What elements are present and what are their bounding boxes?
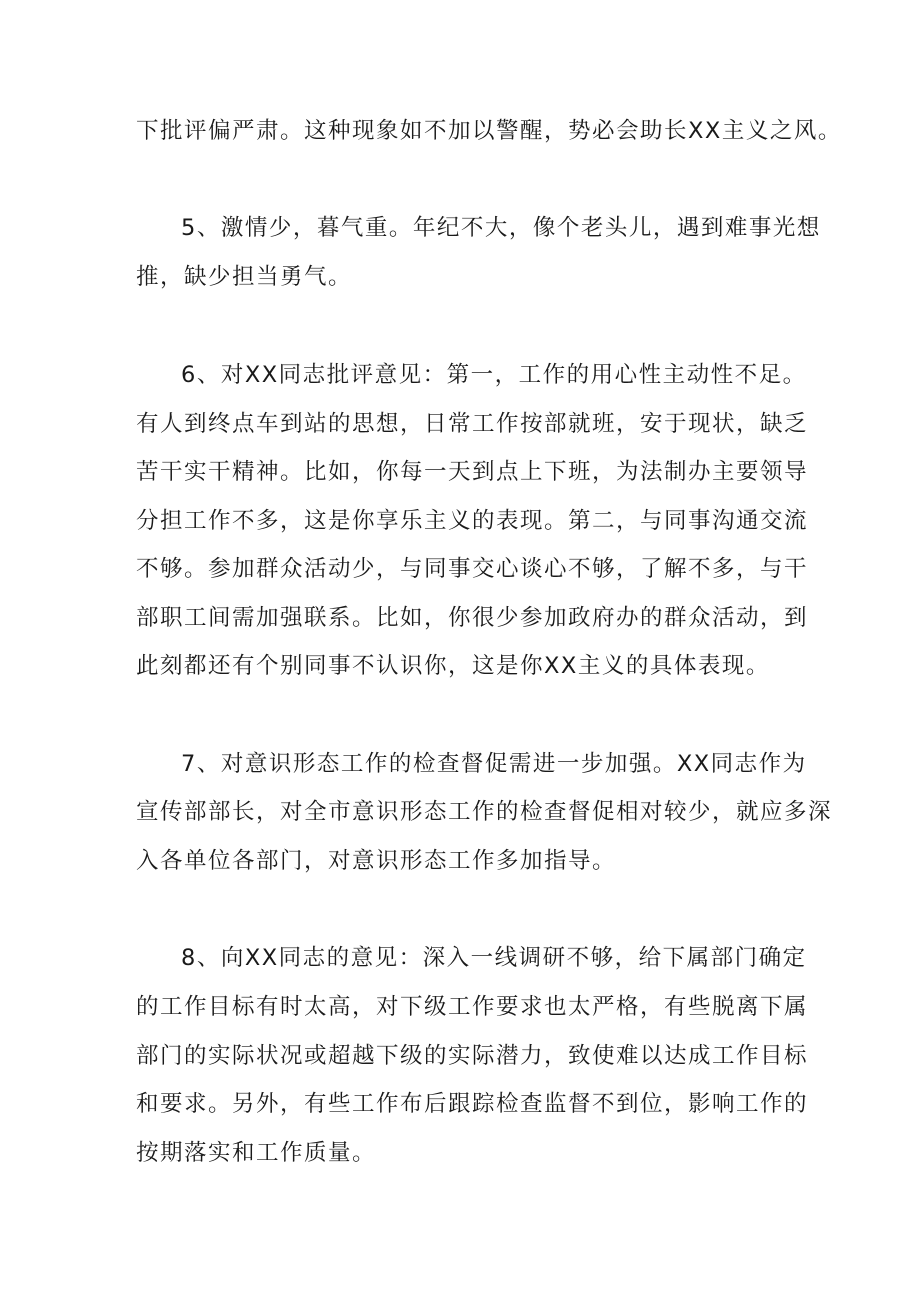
item-7-line-3: 入各单位各部门，对意识形态工作多加指导。 [136, 848, 617, 874]
item-6-line-5: 不够。参加群众活动少，与同事交心谈心不够，了解不多，与干 [136, 556, 809, 582]
item-6-line-3: 苦干实干精神。比如，你每一天到点上下班，为法制办主要领导 [136, 459, 809, 485]
item-6-line-7: 此刻都还有个别同事不认识你，这是你XX主义的具体表现。 [136, 653, 770, 679]
item-8-line-5: 按期落实和工作质量。 [136, 1140, 377, 1166]
item-6-line-4: 分担工作不多，这是你享乐主义的表现。第二，与同事沟通交流 [136, 508, 809, 534]
item-8-line-2: 的工作目标有时太高，对下级工作要求也太严格，有些脱离下属 [136, 994, 809, 1020]
paragraph-4-line-last: 下批评偏严肃。这种现象如不加以警醒，势必会助长XX主义之风。 [136, 118, 842, 144]
item-8-line-4: 和要求。另外，有些工作布后跟踪检查监督不到位，影响工作的 [136, 1091, 809, 1117]
item-6-line-2: 有人到终点车到站的思想，日常工作按部就班，安于现状，缺乏 [136, 411, 809, 437]
item-7-line-2: 宣传部部长，对全市意识形态工作的检查督促相对较少，就应多深 [136, 799, 833, 825]
item-7-line-1: 7、对意识形态工作的检查督促需进一步加强。XX同志作为 [181, 751, 807, 777]
item-8-line-1: 8、向XX同志的意见：深入一线调研不够，给下属部门确定 [181, 945, 807, 971]
item-5-line-2: 推，缺少担当勇气。 [136, 264, 353, 290]
item-6-line-1: 6、对XX同志批评意见：第一，工作的用心性主动性不足。 [181, 362, 807, 388]
item-6-line-6: 部职工间需加强联系。比如，你很少参加政府办的群众活动，到 [136, 605, 809, 631]
item-5-line-1: 5、激情少，暮气重。年纪不大，像个老头儿，遇到难事光想 [181, 215, 821, 241]
item-8-line-3: 部门的实际状况或超越下级的实际潜力，致使难以达成工作目标 [136, 1043, 809, 1069]
